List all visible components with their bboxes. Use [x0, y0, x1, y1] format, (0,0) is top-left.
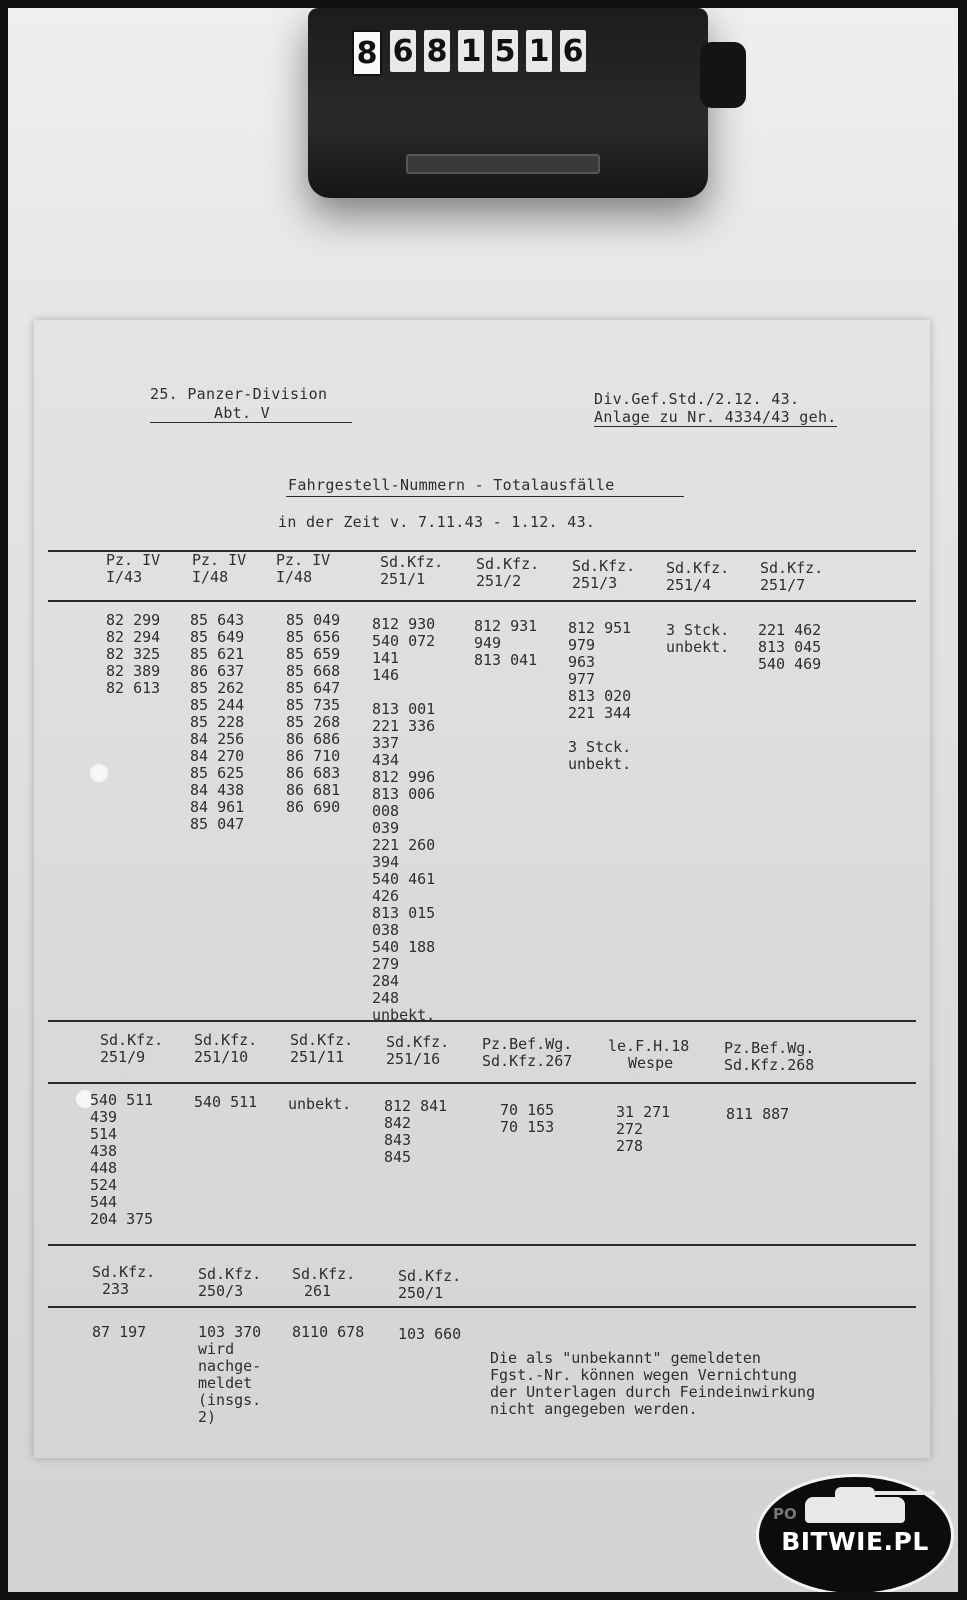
- serial-number: 813 045: [758, 638, 822, 656]
- serial-number: 84 270: [190, 747, 245, 765]
- serial-column: [90, 1092, 176, 1228]
- serial-number: 813 041: [474, 651, 538, 669]
- serial-number: 85 735: [286, 696, 341, 714]
- serial-number: 85 049: [286, 611, 341, 629]
- column-header: Sd.Kfz. 251/16: [386, 1033, 450, 1068]
- serial-number: 85 047: [190, 815, 245, 833]
- serial-number: unbekt.: [666, 638, 730, 656]
- serial-column: [398, 1326, 461, 1343]
- serial-number: [372, 684, 456, 701]
- serial-number: 221 336: [372, 717, 436, 735]
- serial-number: 70 153: [500, 1118, 555, 1136]
- serial-number: 812 951: [568, 619, 632, 637]
- serial-number: 039: [372, 819, 400, 837]
- serial-number: 279: [372, 955, 400, 973]
- column-header: Pz. IV I/48: [276, 551, 331, 586]
- document-sheet: [34, 320, 930, 1458]
- serial-number: 82 613: [106, 679, 161, 697]
- serial-number: 448: [90, 1159, 118, 1177]
- column-header: Sd.Kfz. 251/2: [476, 555, 540, 590]
- serial-number: 31 271: [616, 1103, 671, 1121]
- serial-number: 813 006: [372, 785, 436, 803]
- period: in der Zeit v. 7.11.43 - 1.12. 43.: [278, 513, 596, 531]
- serial-number: 87 197: [92, 1323, 147, 1341]
- serial-number: nicht angegeben werden.: [490, 1400, 698, 1418]
- serial-number: 85 668: [286, 662, 341, 680]
- serial-column: [92, 1324, 146, 1341]
- serial-number: 812 930: [372, 615, 436, 633]
- serial-number: 86 637: [190, 662, 245, 680]
- table-rule: [48, 600, 916, 602]
- table-rule: [48, 550, 916, 552]
- serial-number: meldet: [198, 1374, 253, 1392]
- serial-column: [190, 612, 244, 833]
- serial-number: 248: [372, 989, 400, 1007]
- serial-number: 85 625: [190, 764, 245, 782]
- serial-number: 85 656: [286, 628, 341, 646]
- table-rule: [48, 1306, 916, 1308]
- counter-digit: 6: [390, 30, 416, 72]
- counter-digit: 8: [424, 30, 450, 72]
- column-header: le.F.H.18 Wespe: [608, 1037, 690, 1072]
- serial-number: 540 188: [372, 938, 436, 956]
- serial-number: 103 370: [198, 1323, 262, 1341]
- column-header: Pz. IV I/48: [192, 551, 247, 586]
- serial-number: 3 Stck.: [666, 621, 730, 639]
- serial-number: wird: [198, 1340, 235, 1358]
- serial-number: 221 462: [758, 621, 822, 639]
- watermark-name: BITWIE.PL: [781, 1527, 929, 1556]
- serial-number: 439: [90, 1108, 118, 1126]
- serial-column: [292, 1324, 364, 1341]
- serial-column: [568, 620, 646, 773]
- column-header: Sd.Kfz. 250/1: [398, 1267, 462, 1302]
- serial-number: 843: [384, 1131, 412, 1149]
- serial-number: (insgs.: [198, 1391, 262, 1409]
- document-photo: [8, 8, 958, 1592]
- punch-hole: [90, 764, 108, 782]
- serial-column: [616, 1104, 682, 1155]
- footnote: [490, 1350, 815, 1418]
- serial-number: [568, 722, 646, 739]
- serial-number: 146: [372, 666, 400, 684]
- column-header: Pz. IV I/43: [106, 551, 161, 586]
- unit-name: 25. Panzer-Division: [150, 385, 328, 403]
- serial-number: 540 511: [90, 1091, 154, 1109]
- counter-slot: [406, 154, 600, 174]
- counter-digit: 1: [458, 30, 484, 72]
- table-rule: [48, 1020, 916, 1022]
- annex-reference: Anlage zu Nr. 4334/43 geh.: [594, 408, 837, 426]
- serial-number: 86 683: [286, 764, 341, 782]
- serial-number: unbekt.: [568, 755, 632, 773]
- serial-number: 540 461: [372, 870, 436, 888]
- serial-number: 977: [568, 670, 596, 688]
- serial-number: 438: [90, 1142, 118, 1160]
- serial-number: 812 931: [474, 617, 538, 635]
- serial-column: [474, 618, 550, 669]
- serial-number: 82 299: [106, 611, 161, 629]
- column-header: Sd.Kfz. 251/1: [380, 553, 444, 588]
- column-header: Sd.Kfz. 251/3: [572, 557, 636, 592]
- serial-number: 426: [372, 887, 400, 905]
- serial-column: [106, 612, 160, 697]
- counter-digit: 1: [526, 30, 552, 72]
- serial-number: Fgst.-Nr. können wegen Vernichtung: [490, 1366, 798, 1384]
- serial-number: unbekt.: [288, 1095, 352, 1113]
- serial-number: 85 268: [286, 713, 341, 731]
- serial-number: 845: [384, 1148, 412, 1166]
- serial-number: 84 256: [190, 730, 245, 748]
- serial-number: 141: [372, 649, 400, 667]
- column-header: Sd.Kfz. 251/4: [666, 559, 730, 594]
- serial-column: [726, 1106, 789, 1123]
- column-header: Sd.Kfz. 233: [92, 1263, 156, 1298]
- counter-digit: 6: [560, 30, 586, 72]
- serial-number: Die als "unbekannt" gemeldeten: [490, 1349, 761, 1367]
- serial-number: 85 649: [190, 628, 245, 646]
- table-rule: [48, 1244, 916, 1246]
- serial-column: [758, 622, 821, 673]
- counter-knob: [700, 42, 746, 108]
- serial-column: [500, 1102, 554, 1136]
- document-title: Fahrgestell-Nummern - Totalausfälle: [286, 477, 684, 497]
- serial-number: 103 660: [398, 1325, 462, 1343]
- serial-number: 008: [372, 802, 400, 820]
- column-header: Pz.Bef.Wg. Sd.Kfz.267: [482, 1035, 573, 1070]
- serial-number: 284: [372, 972, 400, 990]
- unit-department: Abt. V: [150, 405, 352, 423]
- serial-column: [384, 1098, 460, 1166]
- serial-column: [286, 612, 340, 816]
- serial-number: 963: [568, 653, 596, 671]
- serial-number: 949: [474, 634, 502, 652]
- serial-number: unbekt.: [372, 1006, 436, 1024]
- serial-number: 221 260: [372, 836, 436, 854]
- serial-number: nachge-: [198, 1357, 262, 1375]
- serial-number: 85 228: [190, 713, 245, 731]
- serial-number: 85 647: [286, 679, 341, 697]
- serial-number: 85 643: [190, 611, 245, 629]
- serial-number: 514: [90, 1125, 118, 1143]
- serial-column: [372, 616, 456, 1024]
- serial-number: 85 262: [190, 679, 245, 697]
- serial-number: 337: [372, 734, 400, 752]
- serial-number: 842: [384, 1114, 412, 1132]
- serial-number: 84 438: [190, 781, 245, 799]
- watermark-logo: [756, 1474, 954, 1592]
- serial-column: [198, 1324, 261, 1426]
- counter-digits: [352, 30, 586, 76]
- serial-number: 394: [372, 853, 400, 871]
- serial-number: 82 325: [106, 645, 161, 663]
- serial-number: 86 690: [286, 798, 341, 816]
- table-rule: [48, 1082, 916, 1084]
- serial-number: 524: [90, 1176, 118, 1194]
- serial-column: [288, 1096, 351, 1113]
- place-date: Div.Gef.Std./2.12. 43.: [594, 390, 800, 408]
- serial-number: 038: [372, 921, 400, 939]
- serial-number: 811 887: [726, 1105, 790, 1123]
- serial-number: 434: [372, 751, 400, 769]
- serial-number: 813 015: [372, 904, 436, 922]
- serial-number: 86 710: [286, 747, 341, 765]
- counter-digit: 8: [352, 30, 382, 76]
- serial-number: 813 001: [372, 700, 436, 718]
- watermark-prefix: PO: [773, 1505, 797, 1523]
- column-header: Sd.Kfz. 251/11: [290, 1031, 354, 1066]
- column-header: Sd.Kfz. 250/3: [198, 1265, 262, 1300]
- tank-icon: [805, 1497, 905, 1523]
- serial-number: 272: [616, 1120, 644, 1138]
- serial-number: 85 244: [190, 696, 245, 714]
- serial-number: 540 469: [758, 655, 822, 673]
- serial-number: 813 020: [568, 687, 632, 705]
- column-header: Sd.Kfz. 251/10: [194, 1031, 258, 1066]
- counter-digit: 5: [492, 30, 518, 72]
- serial-number: 86 681: [286, 781, 341, 799]
- serial-number: der Unterlagen durch Feindeinwirkung: [490, 1383, 816, 1401]
- serial-column: [194, 1094, 257, 1111]
- serial-number: 812 841: [384, 1097, 448, 1115]
- serial-number: 979: [568, 636, 596, 654]
- serial-number: 84 961: [190, 798, 245, 816]
- serial-number: 544: [90, 1193, 118, 1211]
- serial-number: 204 375: [90, 1210, 154, 1228]
- serial-number: 812 996: [372, 768, 436, 786]
- serial-number: 221 344: [568, 704, 632, 722]
- serial-number: 82 294: [106, 628, 161, 646]
- column-header: Sd.Kfz. 251/7: [760, 559, 824, 594]
- serial-number: 2): [198, 1408, 217, 1426]
- serial-number: 86 686: [286, 730, 341, 748]
- serial-number: 70 165: [500, 1101, 555, 1119]
- serial-number: 85 621: [190, 645, 245, 663]
- serial-number: 278: [616, 1137, 644, 1155]
- serial-number: 3 Stck.: [568, 738, 632, 756]
- column-header: Sd.Kfz. 251/9: [100, 1031, 164, 1066]
- column-header: Sd.Kfz. 261: [292, 1265, 356, 1300]
- serial-column: [666, 622, 729, 656]
- column-header: Pz.Bef.Wg. Sd.Kfz.268: [724, 1039, 815, 1074]
- serial-number: 540 072: [372, 632, 436, 650]
- serial-number: 85 659: [286, 645, 341, 663]
- frame-counter: [308, 8, 708, 198]
- serial-number: 82 389: [106, 662, 161, 680]
- serial-number: 8110 678: [292, 1323, 365, 1341]
- serial-number: 540 511: [194, 1093, 258, 1111]
